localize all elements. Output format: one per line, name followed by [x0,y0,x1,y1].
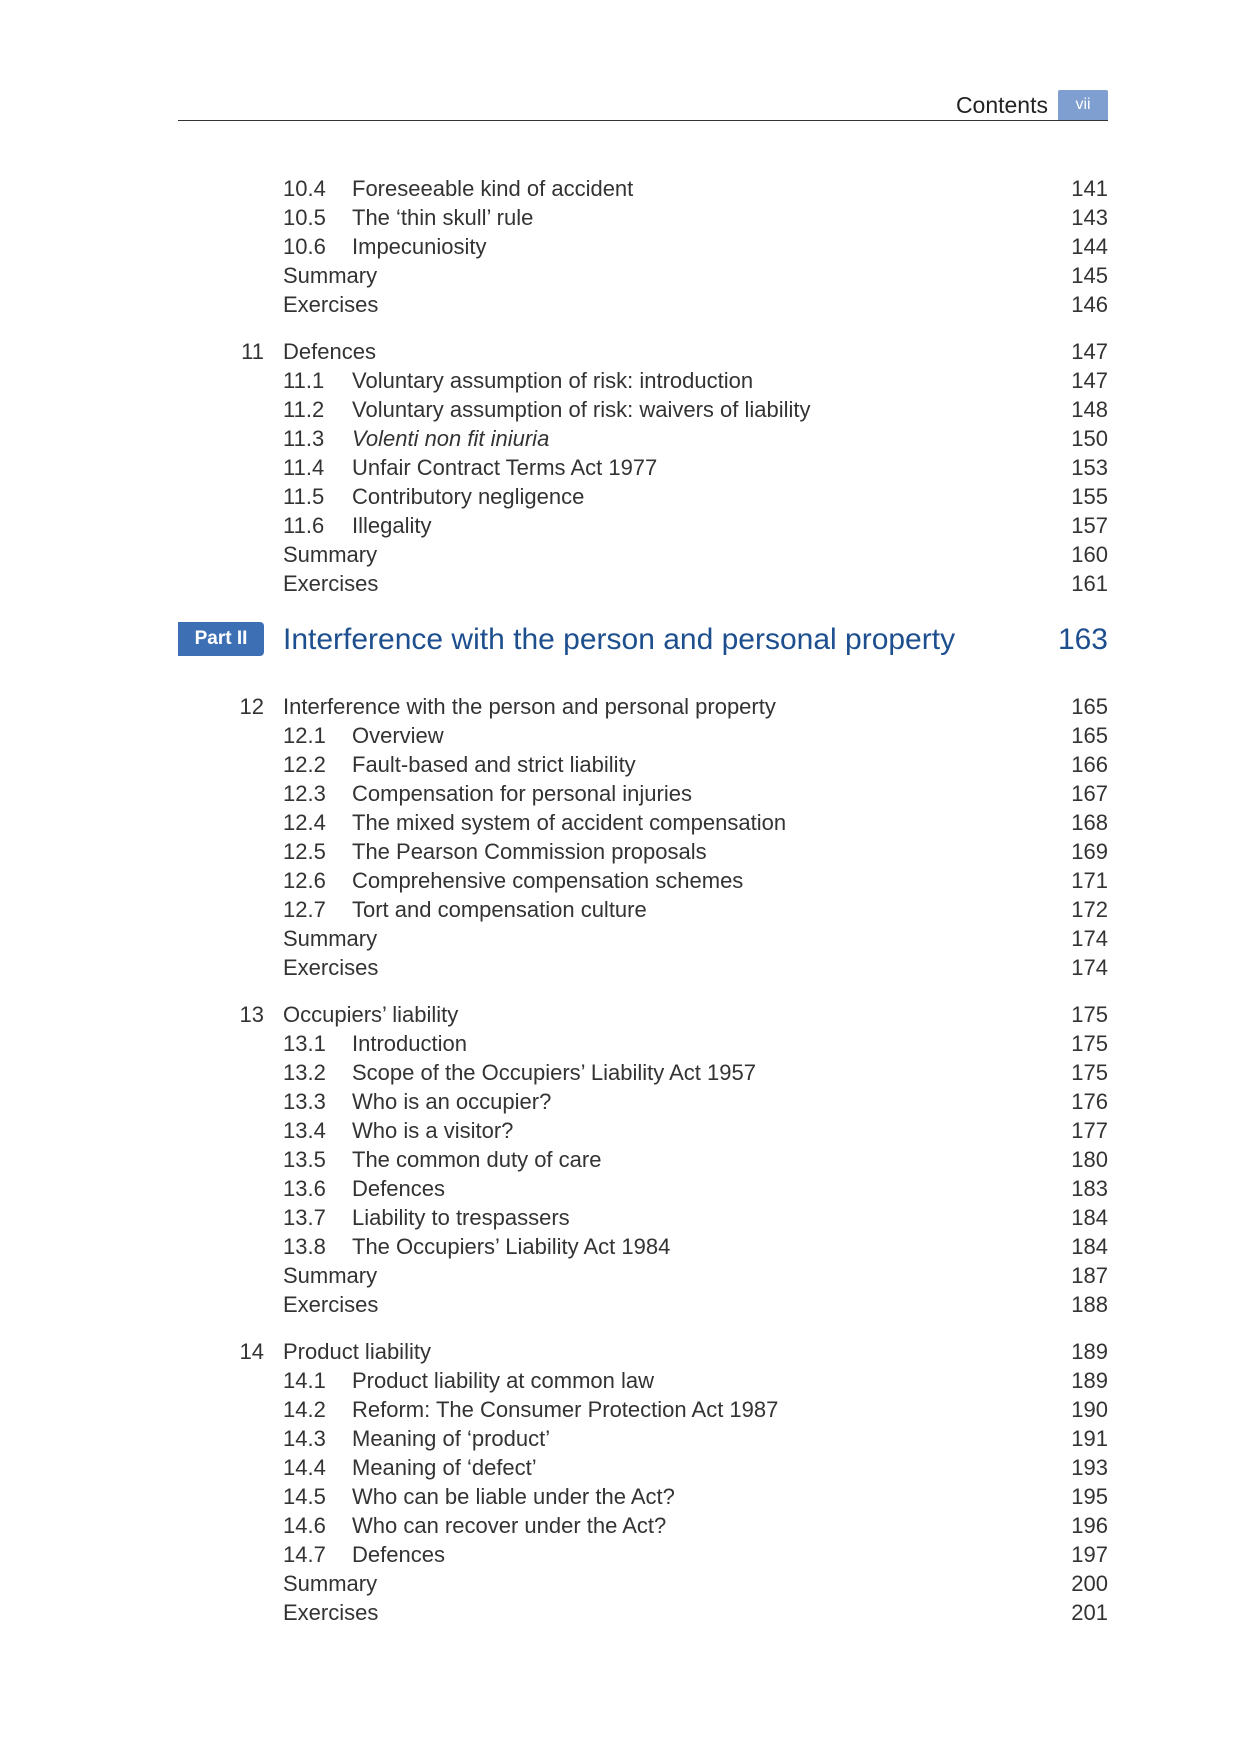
section-title: Volenti non fit iniuria [352,426,550,451]
page-number: 148 [1071,397,1108,422]
page-number: 184 [1071,1234,1108,1259]
page-number: 175 [1071,1031,1108,1056]
section-number: 11.6 [283,513,325,538]
section-number: 10.6 [283,234,326,259]
page-number: 160 [1071,542,1108,567]
section-title: Introduction [352,1031,467,1056]
section-title: Who can be liable under the Act? [352,1484,675,1509]
toc-entry[interactable] [0,424,1240,453]
section-number: 12.3 [283,781,326,806]
section-title: Summary [283,542,378,567]
part-title: Interference with the person and personal property [283,623,956,656]
section-title: Product liability at common law [352,1368,655,1393]
toc-entry-exercises[interactable] [0,1290,1240,1319]
toc-entry[interactable] [0,1174,1240,1203]
page-number: 153 [1071,455,1108,480]
section-number: 11.4 [283,455,325,480]
toc-entry[interactable] [0,1395,1240,1424]
section-number: 12.5 [283,839,326,864]
page-number: 191 [1071,1426,1108,1451]
section-title: Unfair Contract Terms Act 1977 [352,455,658,480]
section-title: Summary [283,1263,378,1288]
header-page-number: vii [1058,90,1108,120]
section-title: Meaning of ‘defect’ [352,1455,537,1480]
toc-entry[interactable] [0,1540,1240,1569]
section-title: Liability to trespassers [352,1205,570,1230]
page-number: 165 [1071,723,1108,748]
chapter-10-continued [0,174,1240,319]
chapter-title: Interference with the person and personal property [283,694,776,719]
page-number: 189 [1071,1368,1108,1393]
page-number: 201 [1071,1600,1108,1625]
toc-entry[interactable] [0,1232,1240,1261]
part-badge: Part II [178,622,264,656]
section-title: Who is a visitor? [352,1118,514,1143]
section-number: 13.6 [283,1176,326,1201]
page-number: 180 [1071,1147,1108,1172]
section-number: 12.1 [283,723,326,748]
chapter-title: Defences [283,339,376,364]
page-number: 183 [1071,1176,1108,1201]
chapter-14 [0,1337,1240,1627]
section-title: The ‘thin skull’ rule [352,205,534,230]
page-number: 177 [1071,1118,1108,1143]
section-number: 11.1 [283,368,325,393]
section-title: Foreseeable kind of accident [352,176,634,201]
section-title: Exercises [283,1292,379,1317]
section-number: 13.4 [283,1118,326,1143]
toc-entry[interactable] [0,808,1240,837]
section-title: Exercises [283,955,379,980]
toc-entry[interactable] [0,1424,1240,1453]
section-number: 14.1 [283,1368,326,1393]
toc-entry-summary[interactable] [0,1569,1240,1598]
section-title: Defences [352,1176,445,1201]
section-number: 11.5 [283,484,325,509]
page-number: 195 [1071,1484,1108,1509]
table-of-contents [0,174,1240,1645]
section-number: 11.2 [283,397,325,422]
section-number: 12.7 [283,897,326,922]
section-title: Overview [352,723,444,748]
section-title: Voluntary assumption of risk: waivers of liability [352,397,811,422]
chapter-11 [0,337,1240,598]
toc-entry[interactable] [0,203,1240,232]
page-number: 146 [1071,292,1108,317]
page-number: 157 [1071,513,1108,538]
section-title: Summary [283,1571,378,1596]
page-number: 147 [1071,339,1108,364]
page-number: 197 [1071,1542,1108,1567]
toc-entry[interactable] [0,1203,1240,1232]
toc-entry[interactable] [0,895,1240,924]
section-title: The mixed system of accident compensation [352,810,787,835]
section-title: Tort and compensation culture [352,897,647,922]
section-number: 12.6 [283,868,326,893]
toc-entry-summary[interactable] [0,261,1240,290]
page-number: 188 [1071,1292,1108,1317]
section-number: 14.6 [283,1513,326,1538]
toc-entry[interactable] [0,1087,1240,1116]
toc-entry[interactable] [0,232,1240,261]
chapter-12 [0,692,1240,982]
section-number: 13.7 [283,1205,326,1230]
section-number: 13.3 [283,1089,326,1114]
toc-entry[interactable] [0,779,1240,808]
toc-entry[interactable] [0,482,1240,511]
page-number: 166 [1071,752,1108,777]
section-title: The Pearson Commission proposals [352,839,707,864]
page-number: 174 [1071,955,1108,980]
toc-entry[interactable] [0,1453,1240,1482]
chapter-13 [0,1000,1240,1319]
section-number: 12.2 [283,752,326,777]
page-number: 171 [1071,868,1108,893]
section-title: Defences [352,1542,445,1567]
section-title: Compensation for personal injuries [352,781,692,806]
section-title: Summary [283,926,378,951]
section-title: Fault-based and strict liability [352,752,636,777]
running-header [178,84,1108,121]
toc-entry[interactable] [0,453,1240,482]
page-number: 168 [1071,810,1108,835]
chapter-number: 12 [239,694,264,719]
section-number: 12.4 [283,810,326,835]
page-number: 187 [1071,1263,1108,1288]
part-heading[interactable] [0,620,1240,660]
page-number: 175 [1071,1002,1108,1027]
toc-entry-summary[interactable] [0,1261,1240,1290]
page-number: 169 [1071,839,1108,864]
page-number: 145 [1071,263,1108,288]
toc-entry[interactable] [0,721,1240,750]
page-number: 184 [1071,1205,1108,1230]
page-number: 161 [1071,571,1108,596]
toc-entry[interactable] [0,1482,1240,1511]
section-number: 10.5 [283,205,326,230]
page-number: 190 [1071,1397,1108,1422]
toc-entry-summary[interactable] [0,540,1240,569]
toc-entry[interactable] [0,366,1240,395]
page-number: 200 [1071,1571,1108,1596]
part-page-number: 163 [1057,623,1108,656]
section-number: 14.4 [283,1455,326,1480]
section-title: Exercises [283,292,379,317]
page-number: 150 [1071,426,1108,451]
page-number: 175 [1071,1060,1108,1085]
section-title: Voluntary assumption of risk: introduction [352,368,754,393]
page-number: 172 [1071,897,1108,922]
section-title: Illegality [352,513,432,538]
section-number: 14.5 [283,1484,326,1509]
section-number: 14.3 [283,1426,326,1451]
chapter-heading[interactable] [0,1337,1240,1366]
section-title: The common duty of care [352,1147,602,1172]
toc-entry[interactable] [0,750,1240,779]
section-title: Meaning of ‘product’ [352,1426,551,1451]
section-title: Who can recover under the Act? [352,1513,667,1538]
toc-entry[interactable] [0,395,1240,424]
toc-entry[interactable] [0,1366,1240,1395]
chapter-number: 14 [239,1339,264,1364]
section-title: Impecuniosity [352,234,487,259]
toc-entry-exercises[interactable] [0,953,1240,982]
page-number: 193 [1071,1455,1108,1480]
page-number: 165 [1071,694,1108,719]
section-title: Exercises [283,1600,379,1625]
section-title: Exercises [283,571,379,596]
toc-entry[interactable] [0,174,1240,203]
section-number: 11.3 [283,426,325,451]
toc-entry[interactable] [0,1511,1240,1540]
toc-entry[interactable] [0,1029,1240,1058]
section-title: Summary [283,263,378,288]
page-number: 143 [1071,205,1108,230]
page-number: 147 [1071,368,1108,393]
section-number: 13.1 [283,1031,326,1056]
chapter-number: 11 [241,339,264,364]
chapter-title: Occupiers’ liability [283,1002,459,1027]
toc-entry-summary[interactable] [0,924,1240,953]
section-number: 13.8 [283,1234,326,1259]
section-number: 13.2 [283,1060,326,1085]
section-number: 10.4 [283,176,326,201]
chapter-heading[interactable] [0,1000,1240,1029]
toc-entry[interactable] [0,1116,1240,1145]
page-number: 176 [1071,1089,1108,1114]
section-title: The Occupiers’ Liability Act 1984 [352,1234,671,1259]
toc-entry[interactable] [0,511,1240,540]
toc-entry-exercises[interactable] [0,569,1240,598]
chapter-number: 13 [239,1002,264,1027]
toc-entry[interactable] [0,1058,1240,1087]
toc-entry-exercises[interactable] [0,1598,1240,1627]
page-number: 144 [1071,234,1108,259]
chapter-title: Product liability [283,1339,431,1364]
page-number: 155 [1071,484,1108,509]
toc-entry-exercises[interactable] [0,290,1240,319]
toc-entry[interactable] [0,837,1240,866]
page-number: 196 [1071,1513,1108,1538]
section-title: Comprehensive compensation schemes [352,868,744,893]
page-number: 174 [1071,926,1108,951]
chapter-heading[interactable] [0,692,1240,721]
page-number: 167 [1071,781,1108,806]
section-title: Scope of the Occupiers’ Liability Act 1957 [352,1060,756,1085]
section-number: 14.2 [283,1397,326,1422]
section-title: Who is an occupier? [352,1089,552,1114]
chapter-heading[interactable] [0,337,1240,366]
section-number: 13.5 [283,1147,326,1172]
toc-entry[interactable] [0,1145,1240,1174]
page-number: 141 [1071,176,1108,201]
section-number: 14.7 [283,1542,326,1567]
section-title: Reform: The Consumer Protection Act 1987 [352,1397,779,1422]
header-title: Contents [955,92,1048,118]
section-title: Contributory negligence [352,484,585,509]
page-number: 189 [1071,1339,1108,1364]
toc-entry[interactable] [0,866,1240,895]
